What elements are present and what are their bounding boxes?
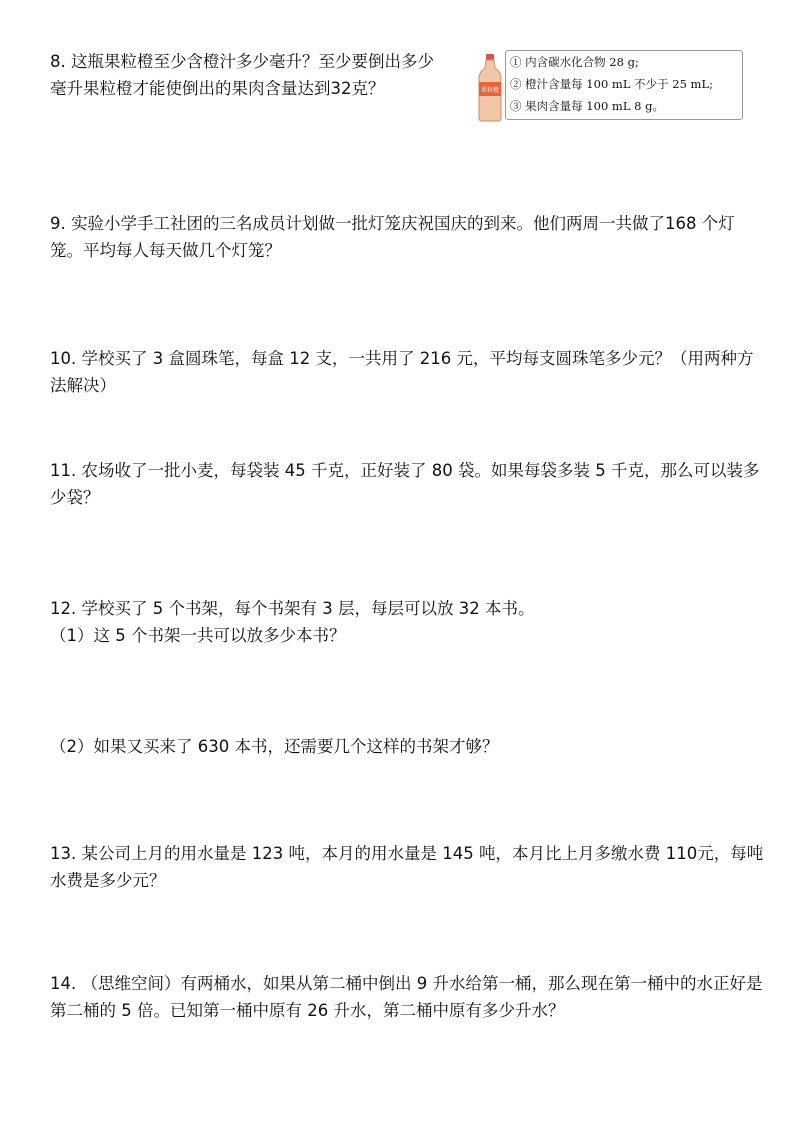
question-14-text: 14. （思维空间）有两桶水，如果从第二桶中倒出 9 升水给第一桶，那么现在第一桶中的水正好是第二桶的 5 倍。已知第一桶中原有 26 升水，第二桶中原有多少升水？ <box>50 974 763 1020</box>
info-line-3: ③ 果肉含量每 100 mL 8 g。 <box>510 99 664 113</box>
info-line-1: ① 内含碳水化合物 28 g; <box>510 55 639 69</box>
question-11 <box>50 457 765 511</box>
question-14 <box>50 970 765 1024</box>
juice-bottle-icon <box>477 54 503 122</box>
question-9-text: 9. 实验小学手工社团的三名成员计划做一批灯笼庆祝国庆的到来。他们两周一共做了168 个灯笼。平均每人每天做几个灯笼？ <box>50 214 735 260</box>
question-12-part-2: （2）如果又买来了 630 本书，还需要几个这样的书架才够？ <box>50 737 499 756</box>
nutrition-info-box <box>505 50 743 120</box>
question-13-text: 13. 某公司上月的用水量是 123 吨，本月的用水量是 145 吨，本月比上月多缴水费 110元，每吨水费是多少元？ <box>50 844 764 890</box>
bottle-label: 果粒橙 <box>480 87 500 94</box>
juice-bottle-figure <box>475 50 745 122</box>
info-line-2: ② 橙汁含量每 100 mL 不少于 25 mL; <box>510 77 713 91</box>
question-10 <box>50 345 765 399</box>
question-12-part-2-block <box>50 733 765 760</box>
question-8 <box>50 48 450 102</box>
question-8-text: 8. 这瓶果粒橙至少含橙汁多少毫升？至少要倒出多少毫升果粒橙才能使倒出的果肉含量达到32克？ <box>50 52 434 98</box>
question-12 <box>50 595 765 649</box>
question-9 <box>50 210 765 264</box>
question-12-stem: 12. 学校买了 5 个书架，每个书架有 3 层，每层可以放 32 本书。 <box>50 599 535 618</box>
question-12-part-1: （1）这 5 个书架一共可以放多少本书？ <box>50 626 346 645</box>
question-10-text: 10. 学校买了 3 盒圆珠笔，每盒 12 支，一共用了 216 元，平均每支圆珠笔多少元？（用两种方法解决） <box>50 349 754 395</box>
question-11-text: 11. 农场收了一批小麦，每袋装 45 千克，正好装了 80 袋。如果每袋多装 5 千克，那么可以装多少袋？ <box>50 461 760 507</box>
question-13 <box>50 840 765 894</box>
